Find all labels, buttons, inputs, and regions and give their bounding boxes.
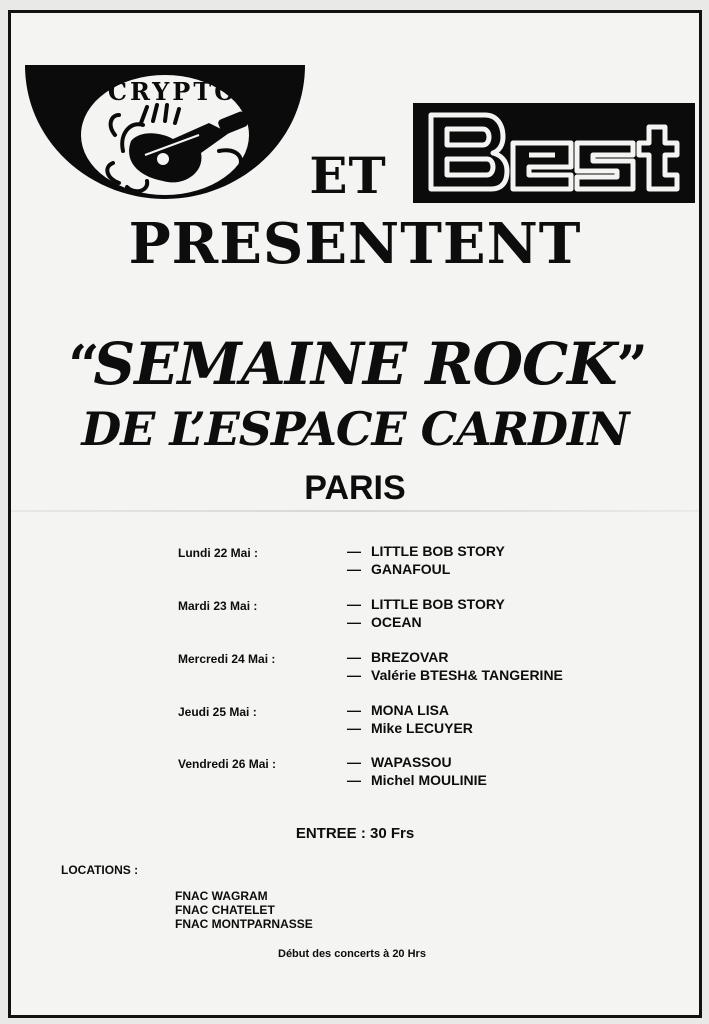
crypto-wordmark: CRYPTO xyxy=(107,77,239,106)
concert-start-note: Début des concerts à 20 Hrs xyxy=(278,948,426,960)
dash: — xyxy=(347,667,361,683)
schedule-day xyxy=(11,543,705,583)
act-name: Valérie BTESH& TANGERINE xyxy=(371,667,563,683)
venue-item: FNAC CHATELET xyxy=(175,903,275,917)
act-line xyxy=(347,614,422,630)
crypto-logo xyxy=(23,63,307,201)
act-name: LITTLE BOB STORY xyxy=(371,596,505,612)
act-name: GANAFOUL xyxy=(371,561,451,577)
presentent-heading: PRESENTENT xyxy=(128,211,582,277)
locations-label: LOCATIONS : xyxy=(61,863,139,877)
act-line xyxy=(347,754,452,770)
venue-item: FNAC MONTPARNASSE xyxy=(175,917,313,931)
schedule-day xyxy=(11,702,705,742)
schedule-day xyxy=(11,596,705,636)
act-name: BREZOVAR xyxy=(371,649,449,665)
best-logo-graphic xyxy=(413,103,695,203)
act-name: Michel MOULINIE xyxy=(371,772,487,788)
schedule-day xyxy=(11,754,705,794)
dash: — xyxy=(347,702,361,718)
event-title-line1 xyxy=(11,330,699,398)
poster-sheet xyxy=(8,10,702,1018)
act-name: WAPASSOU xyxy=(371,754,452,770)
dash: — xyxy=(347,720,361,736)
event-city: PARIS xyxy=(304,469,406,507)
venue-item: FNAC WAGRAM xyxy=(175,889,268,903)
schedule-day xyxy=(11,649,705,689)
day-label: Mercredi 24 Mai : xyxy=(178,652,276,666)
best-logo xyxy=(413,103,695,203)
act-line xyxy=(347,649,449,665)
act-name: OCEAN xyxy=(371,614,422,630)
venue-list xyxy=(175,889,313,931)
dash: — xyxy=(347,754,361,770)
act-name: Mike LECUYER xyxy=(371,720,473,736)
day-label: Lundi 22 Mai : xyxy=(178,546,259,560)
day-label: Mardi 23 Mai : xyxy=(178,599,258,613)
close-quote: ” xyxy=(616,333,642,397)
act-line xyxy=(347,561,450,577)
dash: — xyxy=(347,772,361,788)
dash: — xyxy=(347,649,361,665)
act-line xyxy=(347,596,505,612)
dash: — xyxy=(347,543,361,559)
entry-price: ENTREE : 30 Frs xyxy=(295,825,415,842)
act-name: LITTLE BOB STORY xyxy=(371,543,505,559)
act-line xyxy=(347,702,449,718)
event-title-text: SEMAINE ROCK xyxy=(93,330,617,398)
day-label: Jeudi 25 Mai : xyxy=(178,705,257,719)
event-title-line2: DE L’ESPACE CARDIN xyxy=(81,402,629,456)
open-quote: “ xyxy=(68,333,94,397)
act-name: MONA LISA xyxy=(371,702,450,718)
act-line xyxy=(347,772,487,788)
dash: — xyxy=(347,561,361,577)
act-line xyxy=(347,720,473,736)
act-line xyxy=(347,543,505,559)
day-label: Vendredi 26 Mai : xyxy=(178,757,277,771)
dash: — xyxy=(347,596,361,612)
connector-et: ET xyxy=(309,146,387,205)
dash: — xyxy=(347,614,361,630)
fold-crease xyxy=(11,510,699,512)
act-line xyxy=(347,667,563,683)
